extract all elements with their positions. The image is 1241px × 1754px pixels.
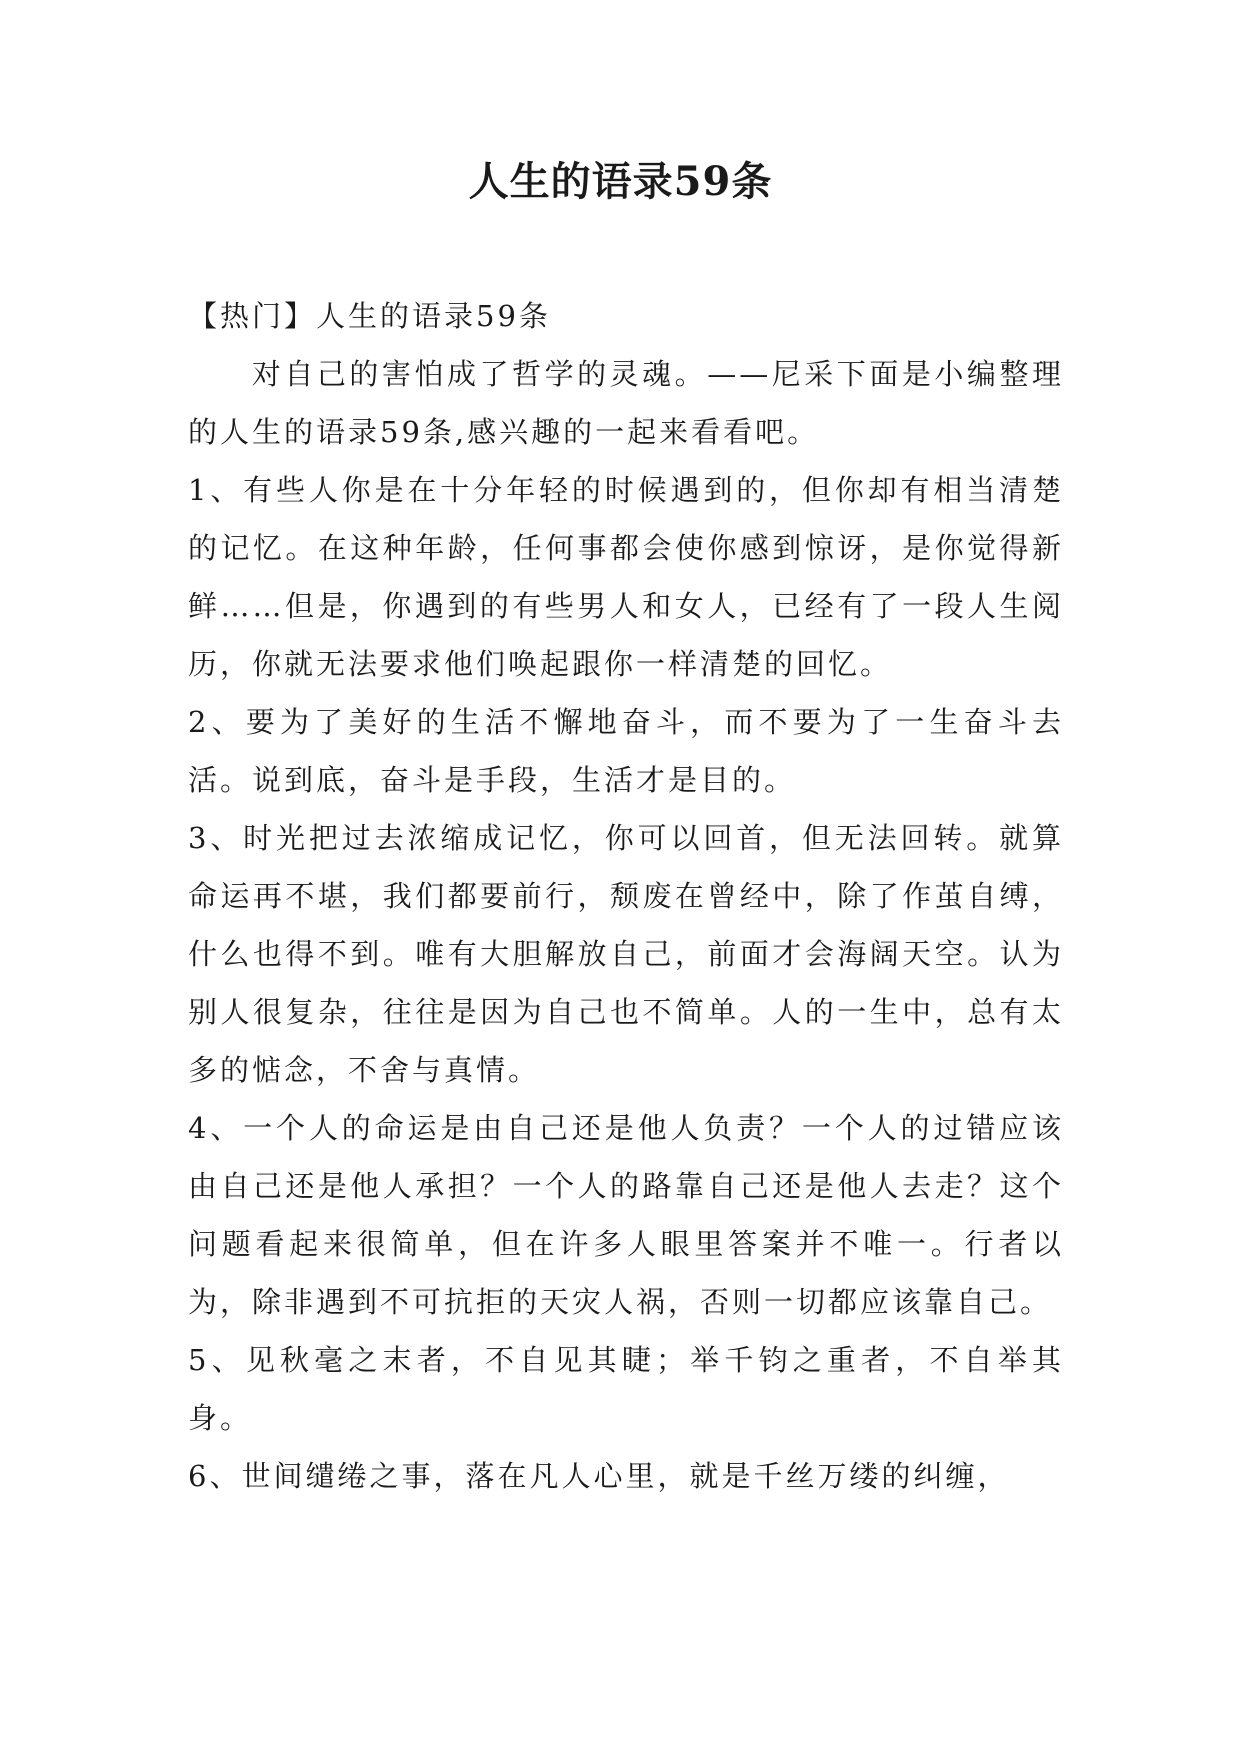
quote-paragraph-5: 5、见秋毫之末者，不自见其睫；举千钧之重者，不自举其身。: [188, 1343, 1064, 1435]
document-body: [188, 287, 1064, 1505]
quote-paragraph-4: 4、一个人的命运是由自己还是他人负责？一个人的过错应该由自己还是他人承担？一个人的路靠自己还是他人去走？这个问题看起来很简单，但在许多人眼里答案并不唯一。行者以为，除非遇到不可抗拒的天灾人祸，否则一切都应该靠自己。: [188, 1111, 1064, 1319]
subtitle-paragraph: 【热门】人生的语录59条: [188, 299, 551, 333]
quote-paragraph-3: 3、时光把过去浓缩成记忆，你可以回首，但无法回转。就算命运再不堪，我们都要前行，颓废在曾经中，除了作茧自缚，什么也得不到。唯有大胆解放自己，前面才会海阔天空。认为别人很复杂，往往是因为自己也不简单。人的一生中，总有太多的惦念，不舍与真情。: [188, 821, 1064, 1087]
quote-paragraph-1: 1、有些人你是在十分年轻的时候遇到的，但你却有相当清楚的记忆。在这种年龄，任何事都会使你感到惊讶，是你觉得新鲜……但是，你遇到的有些男人和女人，已经有了一段人生阅历，你就无法要求他们唤起跟你一样清楚的回忆。: [188, 473, 1064, 681]
intro-paragraph: 对自己的害怕成了哲学的灵魂。——尼采下面是小编整理的人生的语录59条,感兴趣的一起来看看吧。: [188, 357, 1064, 449]
quote-paragraph-2: 2、要为了美好的生活不懈地奋斗，而不要为了一生奋斗去活。说到底，奋斗是手段，生活才是目的。: [188, 705, 1064, 797]
quote-paragraph-6: 6、世间缱绻之事，落在凡人心里，就是千丝万缕的纠缠，: [188, 1459, 1010, 1493]
document-title: 人生的语录59条: [468, 158, 773, 205]
